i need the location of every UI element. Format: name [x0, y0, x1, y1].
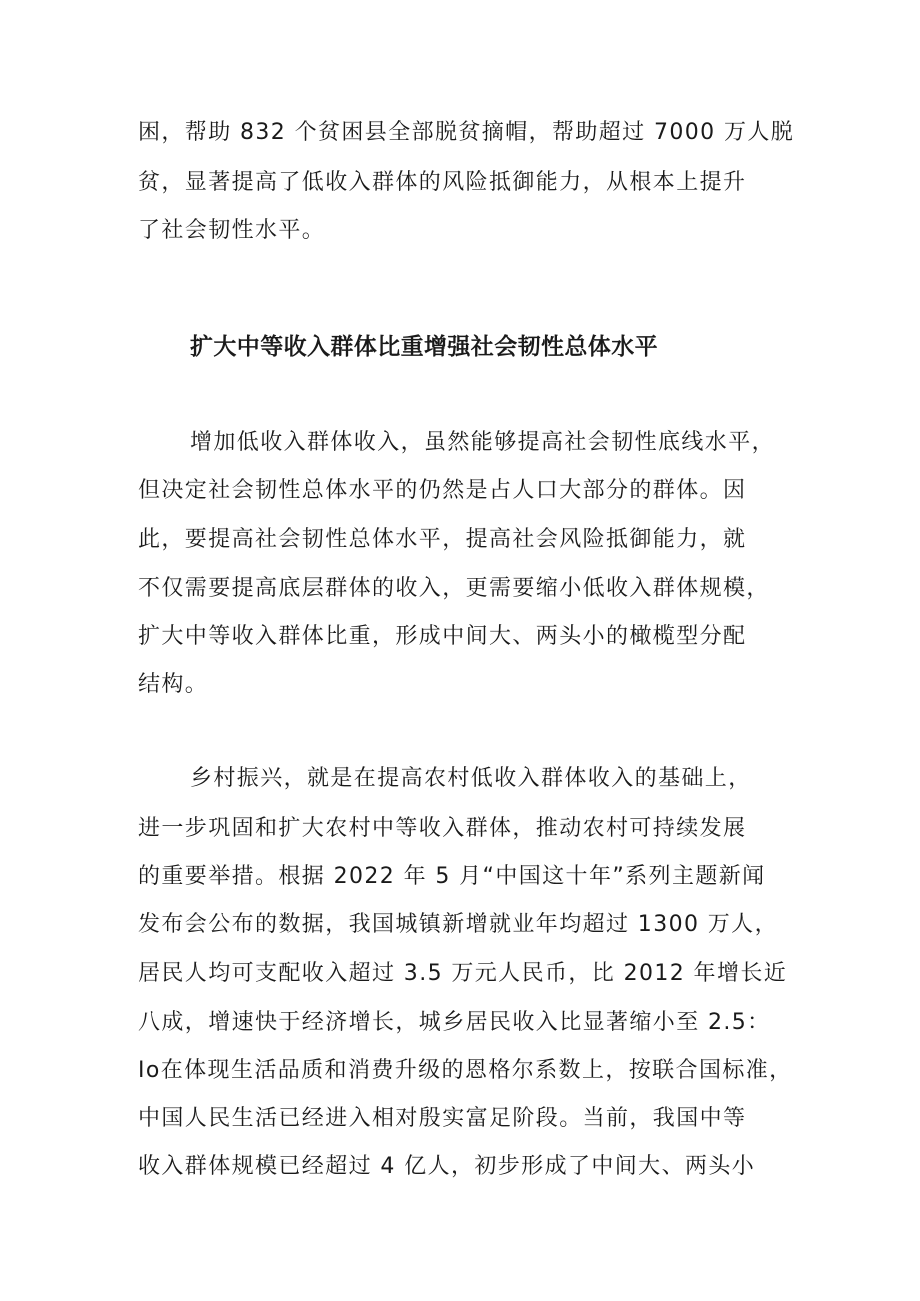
- paragraph-line: 中国人民生活已经进入相对殷实富足阶段。当前，我国中等: [138, 1106, 747, 1131]
- paragraph-line: 但决定社会韧性总体水平的仍然是占人口大部分的群体。因: [138, 478, 747, 503]
- paragraph-line: 不仅需要提高底层群体的收入，更需要缩小低收入群体规模，: [138, 576, 770, 601]
- paragraph-line: 困，帮助 832 个贫困县全部脱贫摘帽，帮助超过 7000 万人脱: [138, 120, 795, 145]
- paragraph-line: 发布会公布的数据，我国城镇新增就业年均超过 1300 万人，: [138, 912, 778, 937]
- paragraph-line: 扩大中等收入群体比重，形成中间大、两头小的橄榄型分配: [138, 624, 747, 649]
- paragraph-line: 此，要提高社会韧性总体水平，提高社会风险抵御能力，就: [138, 527, 747, 552]
- paragraph-line: 的重要举措。根据 2022 年 5 月“中国这十年”系列主题新闻: [138, 864, 766, 889]
- paragraph-line: 进一步巩固和扩大农村中等收入群体，推动农村可持续发展: [138, 816, 747, 841]
- paragraph-line: 结构。: [138, 672, 209, 697]
- paragraph-line: 了社会韧性水平。: [138, 218, 326, 243]
- paragraph-line: 贫，显著提高了低收入群体的风险抵御能力，从根本上提升: [138, 170, 747, 195]
- paragraph-line: 增加低收入群体收入，虽然能够提高社会韧性底线水平，: [190, 430, 776, 455]
- paragraph-line: Io在体现生活品质和消费升级的恩格尔系数上，按联合国标准，: [138, 1058, 793, 1083]
- section-heading: 扩大中等收入群体比重增强社会韧性总体水平: [190, 334, 658, 360]
- paragraph-line: 八成，增速快于经济增长，城乡居民收入比显著缩小至 2.5：: [138, 1010, 771, 1035]
- paragraph-line: 乡村振兴，就是在提高农村低收入群体收入的基础上，: [190, 766, 752, 791]
- paragraph-line: 居民人均可支配收入超过 3.5 万元人民币，比 2012 年增长近: [138, 961, 788, 986]
- paragraph-line: 收入群体规模已经超过 4 亿人，初步形成了中间大、两头小: [138, 1154, 756, 1179]
